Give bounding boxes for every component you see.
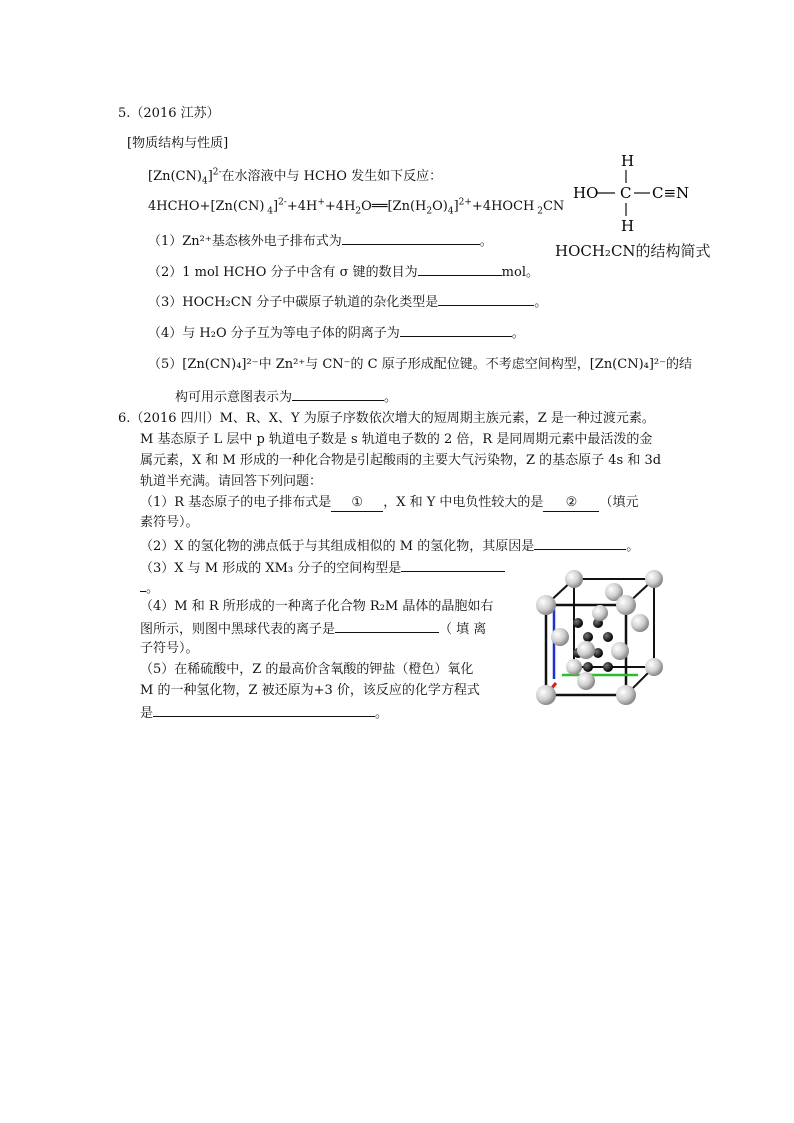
q6-a2 — [140, 536, 639, 555]
q6-a5-l1: （5）在稀硫酸中，Z 的最高价含氧酸的钾盐（橙色）氧化 — [140, 662, 474, 677]
atom-h-top: H — [621, 152, 635, 170]
q5-intro-text: 在水溶液中与 HCHO 发生如下反应： — [221, 169, 443, 184]
atom-h-bottom: H — [621, 217, 635, 235]
q5-item2-text: （2）1 mol HCHO 分子中含有 σ 键的数目为 — [148, 265, 418, 280]
q5-item3-period: 。 — [534, 295, 548, 310]
q6-line3: 属元素，X 和 M 形成的一种化合物是引起酸雨的主要大气污染物，Z 的基态原子 4s 和 3d — [140, 453, 662, 468]
q5-item3 — [148, 292, 547, 311]
q6-a1-post: （填元 — [599, 495, 639, 510]
q6-a2-text: （2）X 的氢化物的沸点低于与其组成相似的 M 的氢化物，其原因是 — [140, 539, 535, 554]
q5-item5-period: 。 — [384, 390, 398, 405]
q5-item4-text: （4）与 H₂O 分子互为等电子体的阴离子为 — [148, 326, 400, 341]
q6-a3-text: （3）X 与 M 形成的 XM₃ 分子的空间构型是 — [140, 561, 402, 576]
q5-item5-cont — [175, 387, 397, 406]
q6-line2: M 基态原子 L 层中 p 轨道电子数是 s 轨道电子数的 2 倍，R 是同周期元素中最活泼的金 — [140, 432, 653, 447]
answer-blank-2[interactable]: ② — [543, 494, 599, 512]
q6-a4-text: 图所示，则图中黑球代表的离子是 — [140, 622, 336, 637]
q5-item3-text: （3）HOCH₂CN 分子中碳原子轨道的杂化类型是 — [148, 295, 439, 310]
q6-a3-end — [140, 578, 159, 597]
q6-a5-l2: M 的一种氢化物，Z 被还原为+3 价，该反应的化学方程式 — [140, 683, 480, 698]
q6-a3-period: 。 — [146, 581, 160, 596]
atom-c: C — [620, 184, 632, 202]
q5-item2 — [148, 262, 539, 281]
q5-item1-period: 。 — [479, 234, 493, 249]
q6-a1-mid: ，X 和 Y 中电负性较大的是 — [383, 495, 544, 510]
answer-blank[interactable] — [534, 536, 626, 550]
q6-a3 — [140, 558, 505, 577]
q6-a1-text: （1）R 基态原子的电子排布式是 — [140, 495, 332, 510]
answer-blank[interactable] — [418, 262, 502, 276]
q5-intro-line: $[Zn(CN)_4]^{2-}$在水溶液中与 HCHO 发生如下反应： — [148, 167, 443, 187]
answer-blank[interactable] — [438, 292, 534, 306]
answer-blank[interactable] — [401, 558, 505, 572]
q5-header: 5.（2016 江苏） — [118, 106, 220, 121]
answer-blank[interactable] — [153, 703, 375, 717]
q6-a5-period: 。 — [375, 706, 389, 721]
q6-a5-text: 是 — [140, 706, 154, 721]
answer-blank-1[interactable]: ① — [331, 494, 383, 512]
q5-item5-text: 构可用示意图表示为 — [175, 390, 293, 405]
crystal-unit-cell-image — [526, 557, 676, 717]
q5-topic: [物质结构与性质] — [127, 136, 229, 151]
structure-caption: HOCH₂CN的结构简式 — [555, 242, 711, 260]
atom-cn: C≡N — [652, 184, 690, 202]
q6-a4-l3: 子符号）。 — [140, 641, 199, 656]
q6-a2-period: 。 — [626, 539, 640, 554]
atom-ho: HO — [573, 184, 599, 202]
answer-blank[interactable] — [335, 619, 439, 633]
q6-a4-l1: （4）M 和 R 所形成的一种离子化合物 R₂M 晶体的晶胞如右 — [140, 599, 494, 614]
q6-a1-cont: 素符号）。 — [140, 515, 199, 530]
answer-blank[interactable] — [292, 387, 384, 401]
q6-a4-end: （ 填 离 — [439, 622, 487, 637]
q6-line4: 轨道半充满。请回答下列问题： — [140, 474, 323, 489]
answer-blank[interactable] — [342, 231, 480, 245]
q5-item4-period: 。 — [511, 326, 525, 341]
q6-a4-l2 — [140, 619, 486, 638]
q5-item1 — [148, 231, 493, 250]
q5-item4 — [148, 323, 525, 342]
q5-item2-unit: mol。 — [501, 265, 539, 280]
q6-a1 — [140, 494, 638, 512]
q5-item5: （5）[Zn(CN)₄]²⁻中 Zn²⁺与 CN⁻的 C 原子形成配位键。不考虑空间构型，[Zn(CN)₄]²⁻的结 — [148, 357, 693, 372]
q5-equation: 4HCHO+[Zn(CN) $_4]^{2-}+4H^++4H_2O══[Zn(H_2O)_4]^{2+}+4HOCH$ $_2$CN — [148, 197, 565, 217]
q5-item1-text: （1）Zn²⁺基态核外电子排布式为 — [148, 234, 342, 249]
answer-blank[interactable] — [400, 323, 512, 337]
q6-line1: 6.（2016 四川）M、R、X、Y 为原子序数依次增大的短周期主族元素，Z 是一种过渡元素。 — [118, 411, 655, 426]
q6-a5-l3 — [140, 703, 388, 722]
